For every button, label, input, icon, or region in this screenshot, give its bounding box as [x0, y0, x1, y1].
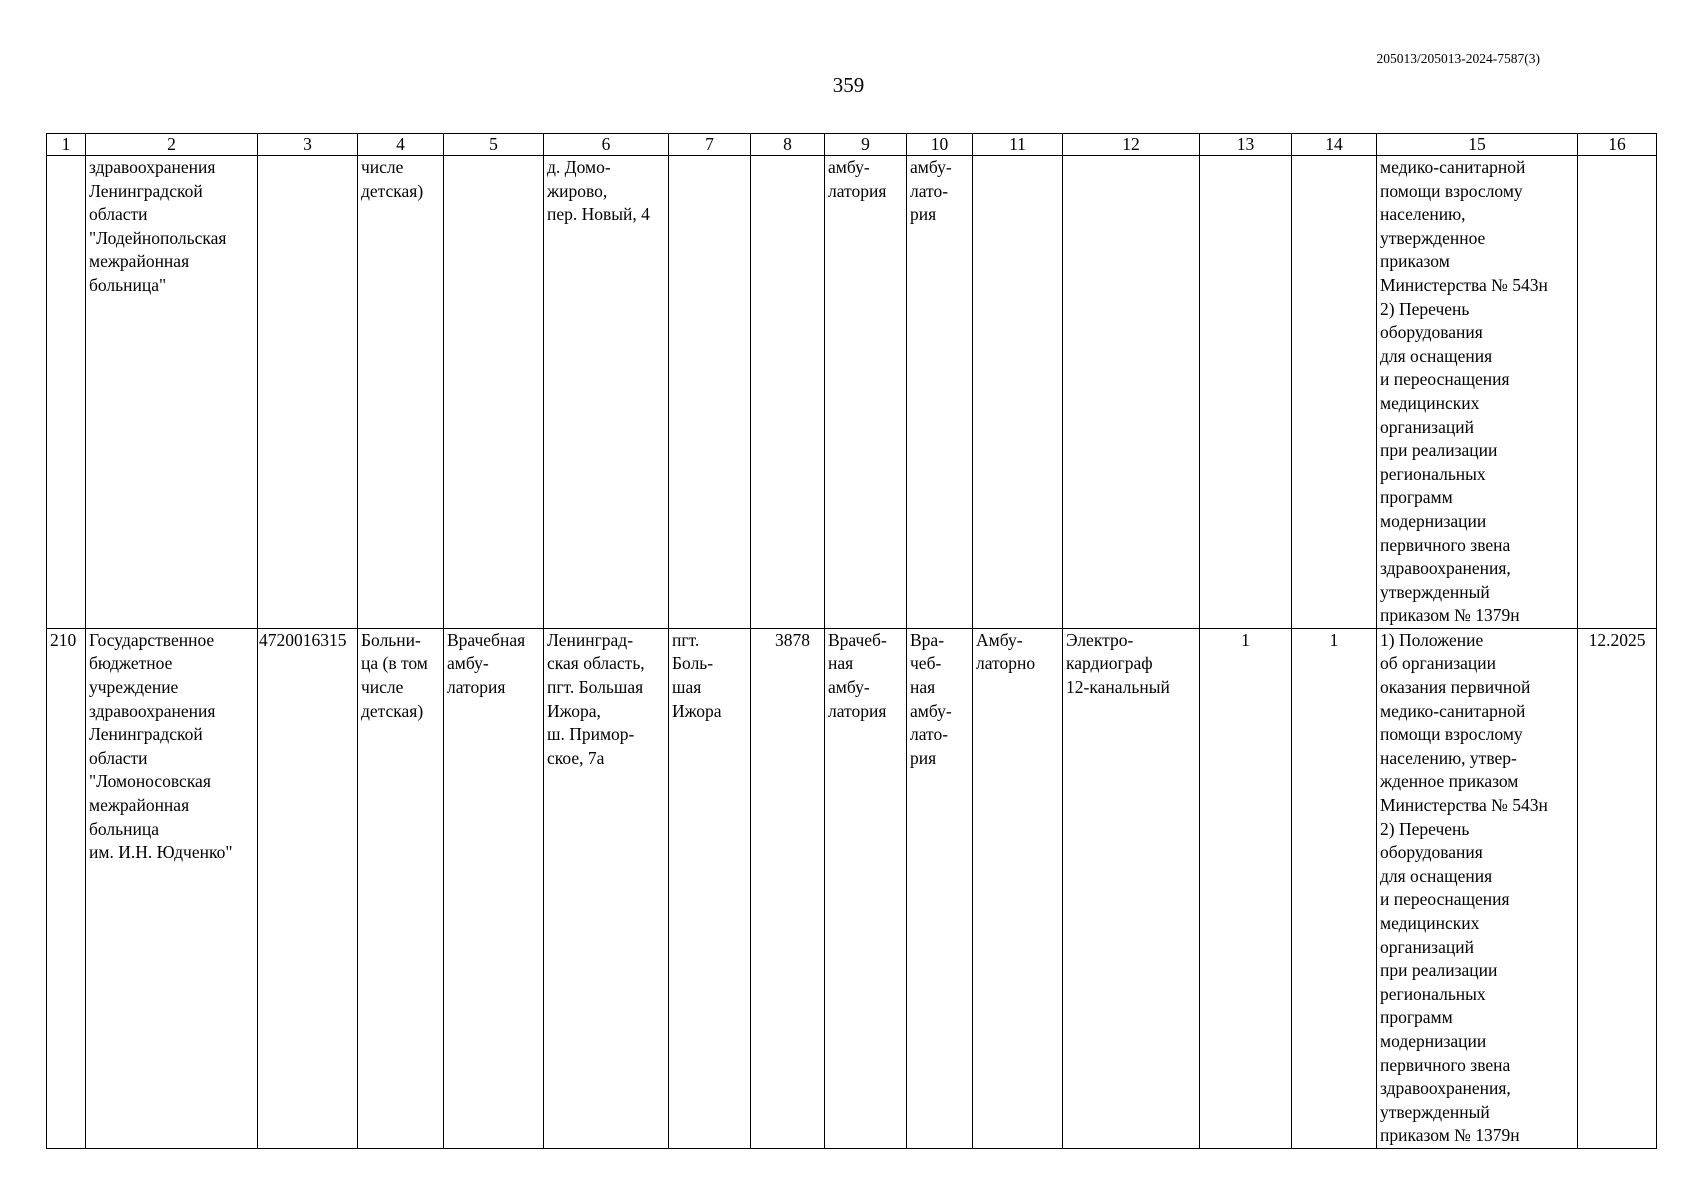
page-number: 359 [832, 73, 865, 97]
column-header-3: 3 [258, 134, 358, 156]
cell-population [751, 156, 825, 629]
cell-subdivision: амбу- лато- рия [907, 156, 973, 629]
column-header-1: 1 [47, 134, 86, 156]
cell-organization-type: числе детская) [358, 156, 444, 629]
cell-legal-basis: медико-санитарной помощи взрослому населению, утвержденное приказом Министерства № 543н 2) Перечень оборудования для оснащения и переоснащения медицинских организаций при реализации региональных программ модернизации первичного звена здравоохранения, утвержденный приказом № 1379н [1377, 156, 1578, 629]
cell-equipment [1063, 156, 1200, 629]
table-row-continuation [47, 156, 1657, 629]
column-header-6: 6 [544, 134, 669, 156]
cell-population: 3878 [751, 628, 825, 1148]
cell-address: Ленинград- ская область, пгт. Большая Ижора, ш. Примор- ское, 7а [544, 628, 669, 1148]
column-header-12: 12 [1063, 134, 1200, 156]
column-header-8: 8 [751, 134, 825, 156]
column-header-14: 14 [1292, 134, 1377, 156]
cell-deadline [1578, 156, 1657, 629]
column-header-9: 9 [825, 134, 907, 156]
column-header-13: 13 [1200, 134, 1292, 156]
cell-subdivision: Вра- чеб- ная амбу- лато- рия [907, 628, 973, 1148]
column-header-4: 4 [358, 134, 444, 156]
document-reference: 205013/205013-2024-7587(3) [1376, 51, 1540, 66]
cell-settlement [669, 156, 751, 629]
cell-legal-basis: 1) Положение об организации оказания первичной медико-санитарной помощи взрослому населению, утвер- жденное приказом Министерства № 543н 2) Перечень оборудования для оснащения и переоснащения медицинских организаций при реализации региональных программ модернизации первичного звена здравоохранения, утвержденный приказом № 1379н [1377, 628, 1578, 1148]
cell-unit-type [444, 156, 544, 629]
cell-organization-type: Больни- ца (в том числе детская) [358, 628, 444, 1148]
cell-quantity-required: 1 [1200, 628, 1292, 1148]
cell-organization-name: здравоохранения Ленинградской области "Лодейнопольская межрайонная больница" [86, 156, 258, 629]
registry-table [46, 133, 1657, 1149]
column-header-2: 2 [86, 134, 258, 156]
column-header-15: 15 [1377, 134, 1578, 156]
cell-row-number: 210 [47, 628, 86, 1148]
cell-address: д. Домо- жирово, пер. Новый, 4 [544, 156, 669, 629]
cell-care-conditions: Амбу- латорно [973, 628, 1063, 1148]
cell-settlement: пгт. Боль- шая Ижора [669, 628, 751, 1148]
cell-unit-kind: амбу- латория [825, 156, 907, 629]
cell-unit-kind: Врачеб- ная амбу- латория [825, 628, 907, 1148]
column-header-11: 11 [973, 134, 1063, 156]
cell-care-conditions [973, 156, 1063, 629]
column-header-5: 5 [444, 134, 544, 156]
column-header-10: 10 [907, 134, 973, 156]
cell-inn [258, 156, 358, 629]
cell-quantity-planned [1292, 156, 1377, 629]
cell-inn: 4720016315 [258, 628, 358, 1148]
cell-unit-type: Врачебная амбу- латория [444, 628, 544, 1148]
cell-organization-name: Государственное бюджетное учреждение здравоохранения Ленинградской области "Ломоносовская межрайонная больница им. И.Н. Юдченко" [86, 628, 258, 1148]
table-row-210 [47, 628, 1657, 1148]
column-number-row [47, 134, 1657, 156]
cell-deadline: 12.2025 [1578, 628, 1657, 1148]
column-header-7: 7 [669, 134, 751, 156]
column-header-16: 16 [1578, 134, 1657, 156]
cell-quantity-planned: 1 [1292, 628, 1377, 1148]
cell-equipment: Электро- кардиограф 12-канальный [1063, 628, 1200, 1148]
cell-row-number [47, 156, 86, 629]
cell-quantity-required [1200, 156, 1292, 629]
